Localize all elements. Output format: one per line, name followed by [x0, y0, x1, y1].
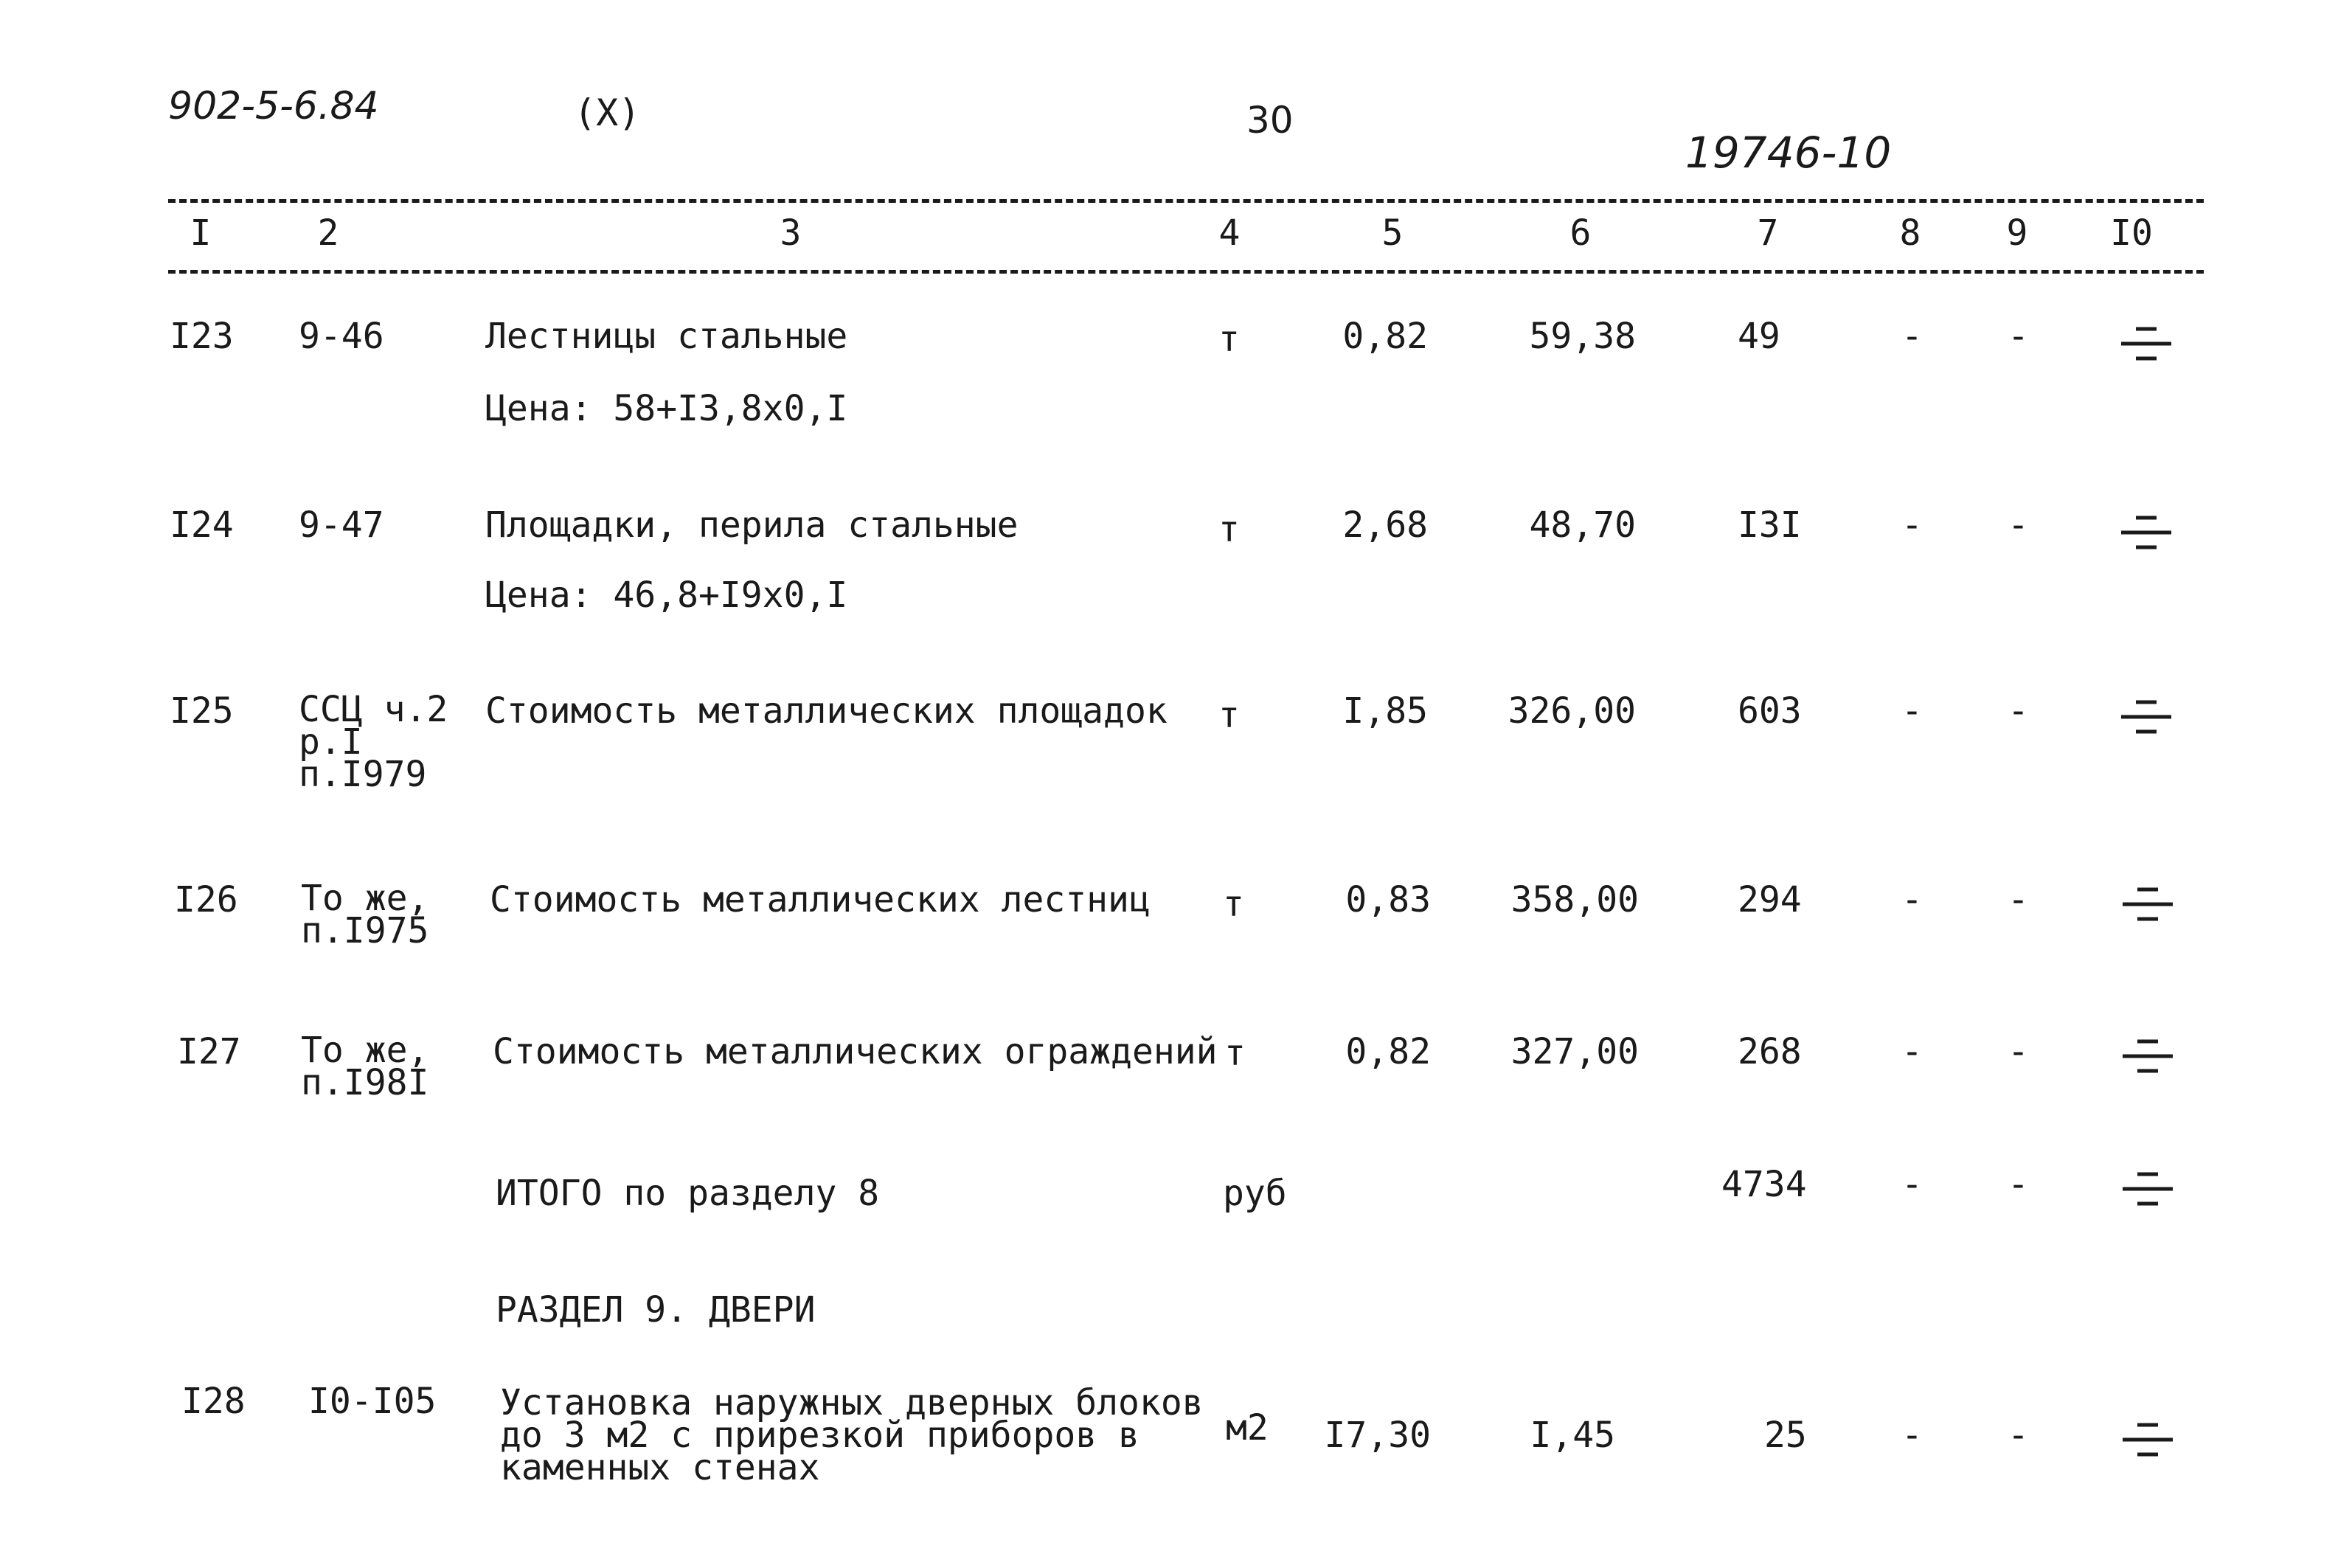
section-total-value: 4734 [1721, 1164, 1807, 1205]
row-col8: - [1901, 1031, 1923, 1072]
column-header-1: I [190, 212, 212, 254]
section-heading: РАЗДЕЛ 9. ДВЕРИ [496, 1289, 816, 1331]
ditto-mark-icon [2117, 325, 2176, 363]
row-code: 9-46 [299, 316, 384, 357]
row-number: I26 [174, 879, 238, 920]
row-unit: т [1218, 319, 1240, 360]
ditto-mark-icon [2117, 698, 2176, 736]
row-col9: - [2008, 504, 2029, 546]
row-unit: т [1218, 695, 1240, 736]
row-quantity: I7,30 [1324, 1415, 1431, 1456]
section-total-col8: - [1901, 1164, 1923, 1205]
row-col8: - [1901, 879, 1923, 920]
row-number: I28 [181, 1381, 246, 1422]
ditto-mark-icon [2118, 885, 2177, 923]
row-col8: - [1901, 1415, 1923, 1456]
row-unit: м2 [1226, 1407, 1269, 1449]
column-header-8: 8 [1899, 212, 1921, 254]
column-header-3: 3 [780, 212, 802, 254]
row-quantity: 0,82 [1342, 316, 1428, 357]
row-description: Стоимость металлических лестниц [490, 879, 1151, 920]
row-code: То же, п.I98I [301, 1030, 429, 1104]
column-header-10: I0 [2110, 212, 2153, 254]
row-col8: - [1901, 316, 1923, 357]
row-number: I24 [170, 504, 234, 546]
row-code: ССЦ ч.2 р.I п.I979 [299, 689, 448, 796]
row-number: I25 [170, 690, 234, 732]
row-price-formula: Цена: 58+I3,8х0,I [485, 388, 848, 429]
column-header-7: 7 [1757, 212, 1779, 254]
row-col9: - [2008, 316, 2029, 357]
row-total: I3I [1738, 504, 1802, 546]
doc-code: 902-5-6.84 [168, 84, 379, 128]
row-description: Установка наружных дверных блоков до 3 м2 с прирезкой приборов в каменных стенах [500, 1382, 1204, 1489]
row-description: Лестницы стальные [485, 316, 848, 357]
row-unit: т [1218, 509, 1240, 550]
row-col8: - [1901, 504, 1923, 546]
column-header-5: 5 [1381, 212, 1404, 254]
row-unit-price: 358,00 [1510, 879, 1639, 920]
row-description: Стоимость металлических ограждений [493, 1031, 1218, 1072]
section-total-label: ИТОГО по разделу 8 [496, 1173, 880, 1214]
row-quantity: 0,82 [1345, 1031, 1431, 1072]
row-code: I0-I05 [308, 1381, 437, 1422]
row-total: 49 [1738, 316, 1780, 357]
row-quantity: 0,83 [1345, 879, 1431, 920]
row-description: Стоимость металлических площадок [485, 690, 1168, 732]
ditto-mark-icon [2118, 1037, 2177, 1075]
row-total: 294 [1738, 879, 1802, 920]
row-quantity: I,85 [1342, 690, 1428, 732]
column-header-2: 2 [317, 212, 339, 254]
ditto-mark-icon [2118, 1170, 2177, 1208]
row-code: 9-47 [299, 504, 384, 546]
row-unit-price: 48,70 [1529, 504, 1636, 546]
row-total: 25 [1764, 1415, 1807, 1456]
header-rule-top [168, 199, 2204, 203]
row-unit: т [1224, 1033, 1246, 1074]
row-col9: - [2008, 690, 2029, 732]
row-code: То же, п.I975 [301, 878, 429, 952]
row-description: Площадки, перила стальные [485, 504, 1019, 546]
row-col8: - [1901, 690, 1923, 732]
row-unit-price: I,45 [1530, 1415, 1615, 1456]
row-col9: - [2008, 879, 2029, 920]
doc-mark: (X) [574, 91, 641, 134]
row-unit-price: 326,00 [1508, 690, 1636, 732]
section-total-col9: - [2008, 1164, 2029, 1205]
header-rule-bottom [168, 270, 2204, 274]
row-total: 268 [1738, 1031, 1802, 1072]
column-header-9: 9 [2006, 212, 2028, 254]
handwritten-note: 19746-10 [1685, 128, 1892, 178]
row-col9: - [2008, 1031, 2029, 1072]
row-total: 603 [1738, 690, 1802, 732]
section-total-unit: руб [1223, 1173, 1287, 1214]
row-unit: т [1223, 884, 1244, 925]
column-header-6: 6 [1569, 212, 1592, 254]
row-number: I23 [170, 316, 234, 357]
row-unit-price: 59,38 [1529, 316, 1636, 357]
row-col9: - [2008, 1415, 2029, 1456]
page-number: 30 [1246, 99, 1294, 142]
column-header-4: 4 [1218, 212, 1241, 254]
row-number: I27 [177, 1031, 241, 1072]
ditto-mark-icon [2118, 1420, 2177, 1459]
row-price-formula: Цена: 46,8+I9х0,I [485, 575, 848, 616]
row-quantity: 2,68 [1342, 504, 1428, 546]
row-unit-price: 327,00 [1510, 1031, 1639, 1072]
ditto-mark-icon [2117, 513, 2176, 552]
